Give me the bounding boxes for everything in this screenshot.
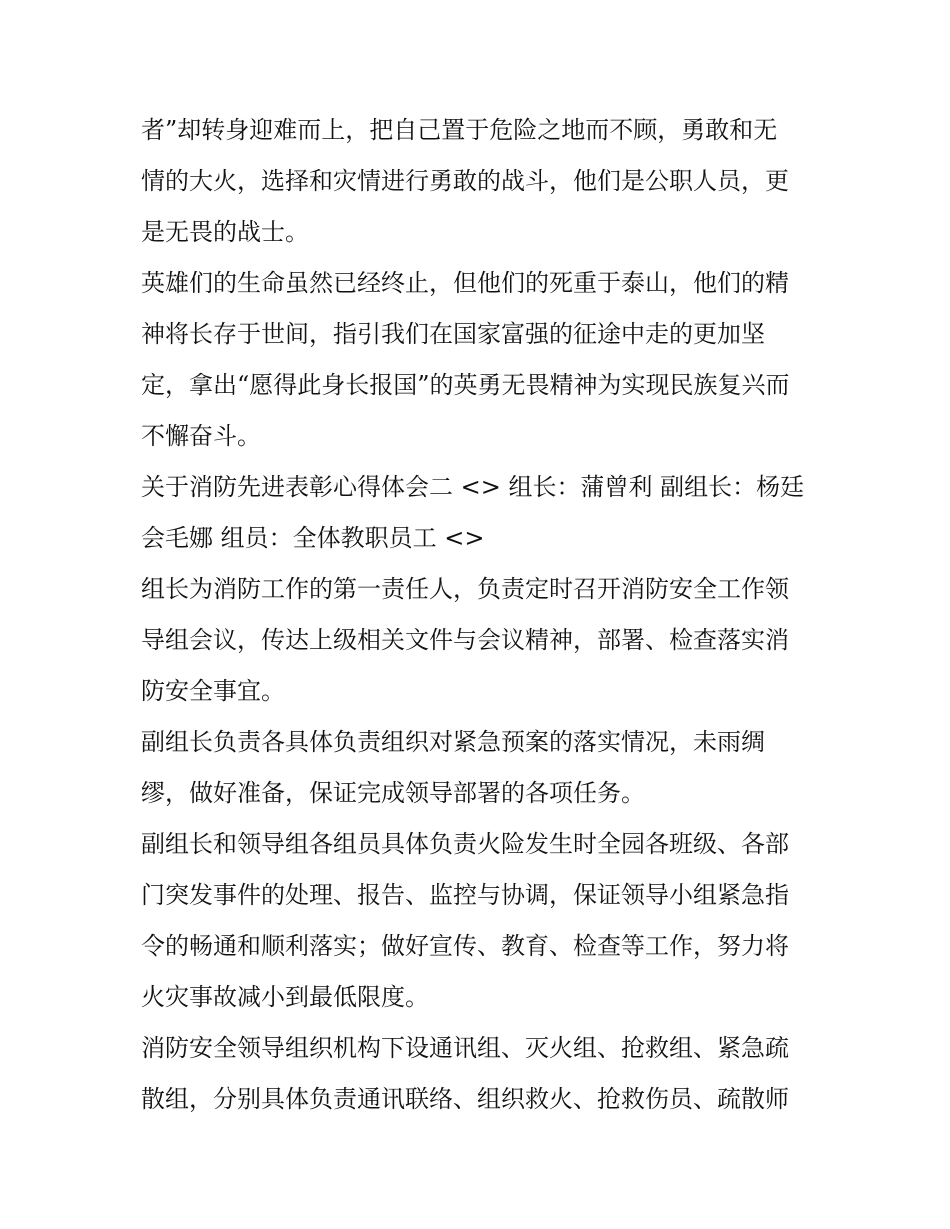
text-line: 令的畅通和顺利落实；做好宣传、教育、检查等工作，努力将 (141, 932, 789, 960)
text-line: 是无畏的战士。 (141, 218, 309, 246)
text-line: 者”却转身迎难而上，把自己置于危险之地而不顾，勇敢和无 (141, 116, 778, 144)
text-line: 副组长负责各具体负责组织对紧急预案的落实情况，未雨绸 (141, 728, 765, 756)
text-line: 组长为消防工作的第一责任人，负责定时召开消防安全工作领 (141, 575, 789, 603)
text-line: 不懈奋斗。 (141, 422, 261, 450)
section-heading-line: 会毛娜 组员：全体教职员工 <> (141, 524, 485, 552)
text-line: 防安全事宜。 (141, 677, 285, 705)
text-line: 情的大火，选择和灾情进行勇敢的战斗，他们是公职人员，更 (141, 167, 789, 195)
text-line: 英雄们的生命虽然已经终止，但他们的死重于泰山，他们的精 (141, 269, 789, 297)
text-line: 消防安全领导组织机构下设通讯组、灭火组、抢救组、紧急疏 (141, 1034, 789, 1062)
section-heading-line: 关于消防先进表彰心得体会二 <> 组长：蒲曾利 副组长：杨廷 (141, 473, 805, 501)
document-body (141, 105, 821, 1125)
text-line: 火灾事故减小到最低限度。 (141, 983, 429, 1011)
text-line: 神将长存于世间，指引我们在国家富强的征途中走的更加坚 (141, 320, 765, 348)
text-line: 散组，分别具体负责通讯联络、组织救火、抢救伤员、疏散师 (141, 1085, 789, 1113)
text-line: 缪，做好准备，保证完成领导部署的各项任务。 (141, 779, 645, 807)
text-line: 门突发事件的处理、报告、监控与协调，保证领导小组紧急指 (141, 881, 789, 909)
text-line: 副组长和领导组各组员具体负责火险发生时全园各班级、各部 (141, 830, 789, 858)
text-line: 定，拿出“愿得此身长报国”的英勇无畏精神为实现民族复兴而 (141, 371, 790, 399)
text-line: 导组会议，传达上级相关文件与会议精神，部署、检查落实消 (141, 626, 789, 654)
